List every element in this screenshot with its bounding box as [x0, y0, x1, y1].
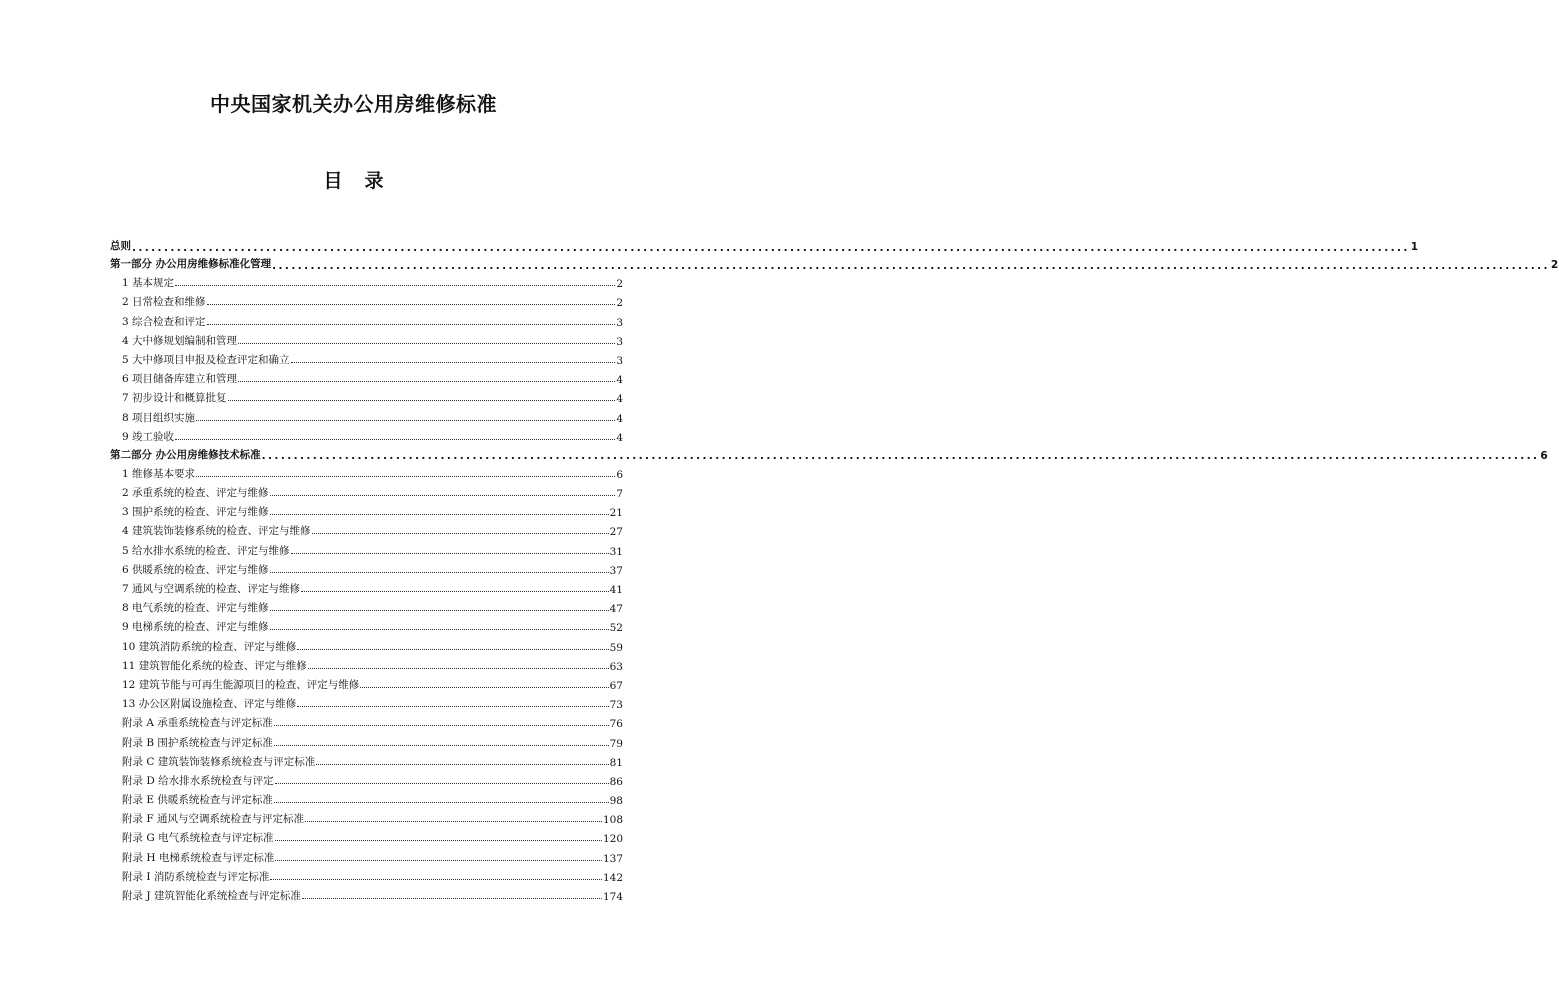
toc-entry-label: 附录 B 围护系统检查与评定标准 — [122, 736, 273, 749]
toc-entry-label: 附录 J 建筑智能化系统检查与评定标准 — [122, 890, 301, 902]
dot-leader — [270, 629, 609, 630]
toc-heading-text: 目录 — [323, 170, 406, 192]
toc-entry-page-number: 137 — [602, 852, 623, 865]
toc-entry[interactable] — [110, 577, 623, 596]
toc-entry[interactable] — [110, 826, 623, 845]
toc-entry-label: 1 维修基本要求 — [122, 467, 196, 480]
dot-leader — [312, 533, 609, 534]
toc-entry[interactable] — [110, 348, 623, 367]
toc-entry-label: 附录 C 建筑装饰装修系统检查与评定标准 — [122, 755, 316, 768]
toc-entry-label: 附录 G 电气系统检查与评定标准 — [122, 832, 274, 845]
toc-entry[interactable] — [110, 386, 623, 405]
dot-leader — [196, 476, 615, 477]
dot-leader: ........................................................................................................................................................................................................ — [132, 241, 1410, 254]
toc-entry-label: 10 建筑消防系统的检查、评定与维修 — [122, 640, 297, 653]
toc-entry-label: 附录 I 消防系统检查与评定标准 — [122, 870, 270, 883]
dot-leader — [274, 745, 609, 746]
toc-entry-label: 4 大中修规划编制和管理 — [122, 334, 238, 347]
dot-leader — [274, 802, 609, 803]
toc-entry-page-number: 37 — [609, 564, 623, 577]
toc-entry[interactable] — [110, 481, 623, 500]
toc-entry-page-number: 81 — [609, 756, 623, 769]
dot-leader — [301, 591, 609, 592]
toc-entry[interactable] — [110, 290, 623, 309]
dot-leader — [297, 706, 608, 707]
dot-leader — [228, 400, 616, 401]
toc-entry[interactable] — [110, 271, 623, 290]
toc-entry-page-number: 31 — [609, 545, 623, 558]
dot-leader — [291, 553, 609, 554]
dot-leader: ........................................................................................................................................................................................................ — [261, 450, 1540, 463]
toc-entry-label: 9 电梯系统的检查、评定与维修 — [122, 621, 269, 634]
dot-leader — [270, 879, 602, 880]
dot-leader — [196, 420, 615, 421]
toc-entry-page-number: 4 — [616, 374, 623, 387]
toc-entry[interactable] — [110, 673, 623, 692]
toc-entry[interactable] — [110, 884, 623, 903]
toc-entry-page-number: 98 — [609, 795, 623, 808]
toc-entry-page-number: 41 — [609, 584, 623, 596]
dot-leader — [274, 725, 609, 726]
toc-entry-label: 第一部分 办公用房维修标准化管理 — [110, 258, 272, 270]
toc-entry[interactable] — [110, 788, 623, 807]
toc-entry-label: 附录 A 承重系统检查与评定标准 — [122, 717, 273, 730]
toc-entry-label: 7 通风与空调系统的检查、评定与维修 — [122, 583, 301, 595]
dot-leader — [316, 764, 608, 765]
toc-entry-label: 1 基本规定 — [122, 277, 175, 290]
toc-entry-page-number: 27 — [609, 526, 623, 539]
toc-entry[interactable] — [110, 769, 623, 788]
toc-entry[interactable] — [110, 750, 623, 769]
toc-entry-page-number: 6 — [1540, 449, 1548, 462]
toc-section-entry[interactable] — [110, 253, 1559, 272]
toc-entry-label: 附录 H 电梯系统检查与评定标准 — [122, 851, 275, 864]
dot-leader — [275, 783, 609, 784]
toc-entry-page-number: 108 — [602, 814, 623, 827]
toc-entry[interactable] — [110, 692, 623, 711]
toc-entry-label: 附录 D 给水排水系统检查与评定 — [122, 774, 274, 787]
dot-leader — [302, 898, 602, 899]
toc-entry-page-number: 73 — [609, 699, 623, 712]
toc-entry-page-number: 3 — [616, 354, 623, 367]
toc-entry[interactable] — [110, 845, 623, 864]
toc-entry[interactable] — [110, 634, 623, 653]
toc-entry-page-number: 47 — [609, 603, 623, 616]
toc-entry-label: 2 日常检查和维修 — [122, 296, 206, 309]
dot-leader — [305, 821, 602, 822]
toc-entry-label: 总则 — [110, 240, 131, 252]
dot-leader — [308, 668, 609, 669]
toc-heading — [0, 166, 707, 193]
dot-leader — [270, 514, 609, 515]
toc-entry[interactable] — [110, 596, 623, 615]
toc-entry-page-number: 4 — [616, 393, 623, 406]
document-title: 中央国家机关办公用房维修标准 — [210, 92, 497, 116]
toc-entry-page-number: 174 — [602, 891, 623, 903]
toc-entry[interactable] — [110, 329, 623, 348]
toc-entry[interactable] — [110, 309, 623, 328]
toc-section-entry[interactable] — [110, 235, 1419, 254]
dot-leader — [270, 495, 616, 496]
toc-entry-label: 13 办公区附属设施检查、评定与维修 — [122, 698, 297, 711]
toc-entry-label: 4 建筑装饰装修系统的检查、评定与维修 — [122, 525, 311, 538]
toc-entry-page-number: 142 — [602, 871, 623, 884]
toc-entry-label: 附录 F 通风与空调系统检查与评定标准 — [122, 813, 304, 826]
toc-entry[interactable] — [110, 462, 623, 481]
dot-leader — [238, 381, 615, 382]
dot-leader — [297, 649, 608, 650]
toc-entry-page-number: 2 — [616, 297, 623, 310]
toc-entry-label: 6 供暖系统的检查、评定与维修 — [122, 563, 269, 576]
toc-entry-page-number: 4 — [616, 412, 623, 425]
toc-entry[interactable] — [110, 615, 623, 634]
toc-entry-label: 12 建筑节能与可再生能源项目的检查、评定与维修 — [122, 678, 360, 691]
toc-entry[interactable] — [110, 405, 623, 424]
toc-entry-page-number: 7 — [616, 488, 623, 501]
toc-entry-page-number: 120 — [602, 833, 623, 846]
toc-entry-label: 9 竣工验收 — [122, 430, 175, 443]
toc-entry-label: 5 给水排水系统的检查、评定与维修 — [122, 544, 290, 557]
toc-entry-page-number: 1 — [1410, 241, 1419, 253]
toc-section-entry[interactable] — [110, 444, 1548, 463]
dot-leader — [291, 362, 616, 363]
toc-entry-label: 7 初步设计和概算批复 — [122, 392, 227, 405]
toc-entry[interactable] — [110, 519, 623, 538]
dot-leader — [275, 840, 602, 841]
table-of-contents — [110, 235, 1559, 903]
toc-entry-label: 8 项目组织实施 — [122, 411, 196, 424]
toc-entry-page-number: 2 — [1550, 259, 1559, 271]
toc-entry-label: 2 承重系统的检查、评定与维修 — [122, 487, 269, 500]
toc-entry-label: 第二部分 办公用房维修技术标准 — [110, 448, 261, 461]
toc-entry-page-number: 52 — [609, 622, 623, 635]
toc-entry-page-number: 21 — [609, 507, 623, 520]
toc-entry-label: 3 综合检查和评定 — [122, 315, 206, 328]
toc-entry[interactable] — [110, 367, 623, 386]
dot-leader — [360, 687, 608, 688]
toc-entry-page-number: 2 — [616, 278, 623, 291]
toc-entry[interactable] — [110, 425, 623, 444]
toc-entry[interactable] — [110, 558, 623, 577]
toc-entry-label: 6 项目储备库建立和管理 — [122, 373, 238, 386]
dot-leader: ........................................................................................................................................................................................................ — [272, 259, 1550, 272]
toc-entry[interactable] — [110, 500, 623, 519]
toc-entry[interactable] — [110, 807, 623, 826]
toc-entry[interactable] — [110, 711, 623, 730]
toc-entry-label: 8 电气系统的检查、评定与维修 — [122, 602, 269, 615]
toc-entry-label: 附录 E 供暖系统检查与评定标准 — [122, 794, 273, 807]
toc-entry-page-number: 79 — [609, 737, 623, 750]
toc-entry[interactable] — [110, 538, 623, 557]
dot-leader — [175, 439, 615, 440]
toc-entry[interactable] — [110, 730, 623, 749]
toc-entry-label: 5 大中修项目申报及检查评定和确立 — [122, 353, 290, 366]
toc-entry-page-number: 76 — [609, 718, 623, 731]
toc-entry-label: 3 围护系统的检查、评定与维修 — [122, 506, 269, 519]
toc-entry-page-number: 3 — [616, 335, 623, 348]
toc-entry-label: 11 建筑智能化系统的检查、评定与维修 — [122, 659, 307, 672]
dot-leader — [275, 860, 602, 861]
toc-entry-page-number: 86 — [609, 775, 623, 788]
dot-leader — [270, 610, 609, 611]
toc-entry-page-number: 3 — [616, 316, 623, 329]
toc-entry-page-number: 67 — [609, 679, 623, 692]
toc-entry-page-number: 59 — [609, 641, 623, 654]
dot-leader — [175, 285, 615, 286]
toc-entry-page-number: 6 — [616, 468, 623, 481]
toc-entry-page-number: 63 — [609, 660, 623, 673]
dot-leader — [238, 343, 615, 344]
toc-entry[interactable] — [110, 654, 623, 673]
dot-leader — [207, 304, 616, 305]
toc-entry[interactable] — [110, 865, 623, 884]
toc-entry-page-number: 4 — [616, 431, 623, 444]
dot-leader — [270, 572, 609, 573]
dot-leader — [207, 324, 616, 325]
